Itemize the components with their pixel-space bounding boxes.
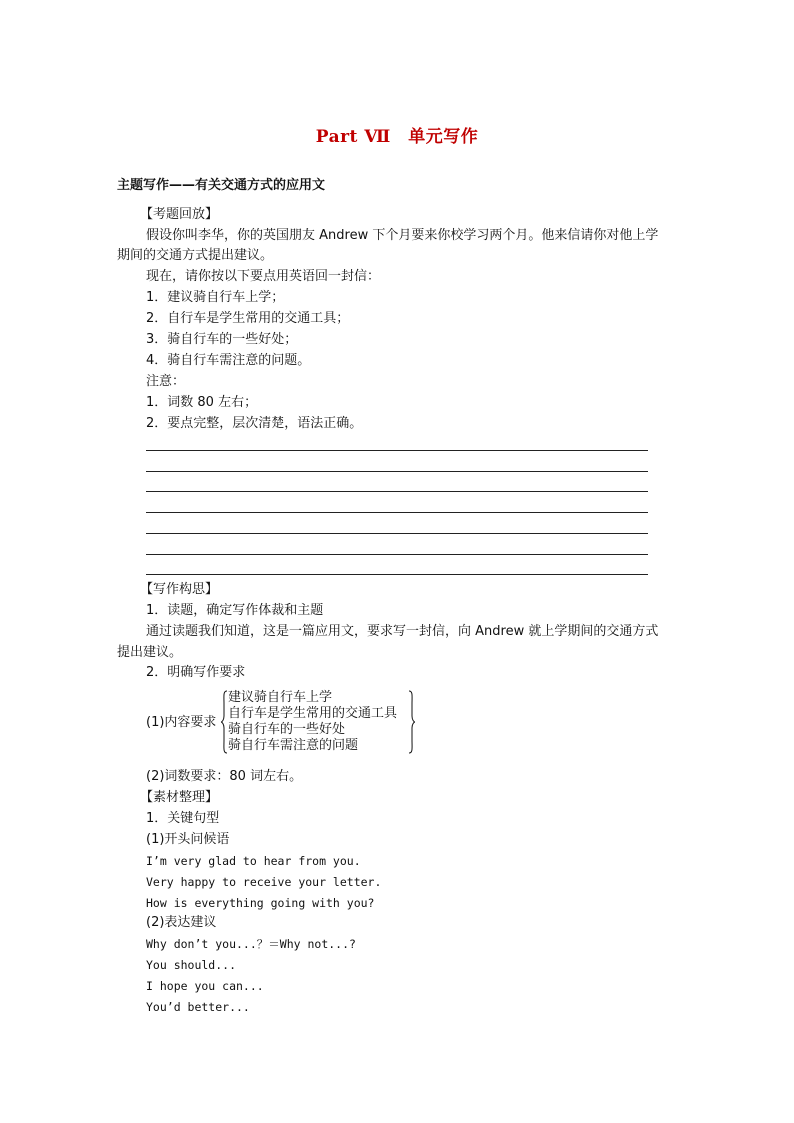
key-sentences-heading: 1．关键句型 — [146, 811, 220, 826]
advice-sentence: You should... — [146, 958, 237, 972]
step-text: 通过读题我们知道，这是一篇应用文，要求写一封信，向 Andrew 就上学期间的交通方式 — [146, 624, 659, 639]
content-requirements — [146, 690, 426, 754]
greeting-sentence: Very happy to receive your letter. — [146, 875, 382, 889]
prompt-text: 期间的交通方式提出建议。 — [117, 248, 274, 263]
point-item: 3．骑自行车的一些好处； — [146, 332, 298, 347]
step-heading: 1．读题，确定写作体裁和主题 — [146, 603, 324, 618]
point-item: 4．骑自行车需注意的问题。 — [146, 353, 311, 368]
answer-line — [146, 574, 648, 575]
word-requirement: (2)词数要求：80 词左右。 — [146, 769, 303, 784]
page-title: Part Ⅶ 单元写作 — [315, 127, 479, 147]
requirement-item: 自行车是学生常用的交通工具 — [228, 706, 398, 721]
step-heading: 2．明确写作要求 — [146, 665, 246, 680]
material-heading: 【素材整理】 — [140, 790, 219, 805]
answer-line — [146, 512, 648, 513]
greeting-heading: (1)开头问候语 — [146, 832, 230, 847]
review-heading: 【考题回放】 — [140, 207, 219, 222]
answer-line — [146, 471, 648, 472]
note-label: 注意： — [146, 374, 186, 389]
point-item: 2．自行车是学生常用的交通工具； — [146, 311, 350, 326]
requirement-item: 建议骑自行车上学 — [228, 690, 333, 705]
prompt-text: 假设你叫李华，你的英国朋友 Andrew 下个月要来你校学习两个月。他来信请你对他上学 — [146, 228, 659, 243]
answer-line — [146, 533, 648, 534]
left-brace-icon — [220, 690, 228, 754]
advice-heading: (2)表达建议 — [146, 915, 217, 930]
point-item: 1．建议骑自行车上学； — [146, 290, 285, 305]
content-requirements-label: (1)内容要求 — [146, 715, 217, 730]
note-item: 2．要点完整，层次清楚，语法正确。 — [146, 416, 363, 431]
advice-sentence: You’d better... — [146, 1000, 250, 1014]
answer-line — [146, 450, 648, 451]
note-item: 1．词数 80 左右； — [146, 395, 258, 410]
advice-sentence: Why don’t you...？＝Why not...? — [146, 937, 356, 951]
prompt-text: 现在，请你按以下要点用英语回一封信： — [146, 269, 381, 284]
greeting-sentence: I’m very glad to hear from you. — [146, 854, 361, 868]
right-brace-icon — [408, 690, 416, 754]
answer-line — [146, 491, 648, 492]
idea-heading: 【写作构思】 — [140, 582, 219, 597]
step-text: 提出建议。 — [117, 645, 183, 660]
content-requirements-list — [228, 690, 397, 754]
advice-sentence: I hope you can... — [146, 979, 264, 993]
greeting-sentence: How is everything going with you? — [146, 896, 375, 910]
section-subtitle: 主题写作——有关交通方式的应用文 — [117, 178, 326, 193]
answer-line — [146, 554, 648, 555]
requirement-item: 骑自行车的一些好处 — [228, 722, 346, 737]
requirement-item: 骑自行车需注意的问题 — [228, 738, 359, 753]
